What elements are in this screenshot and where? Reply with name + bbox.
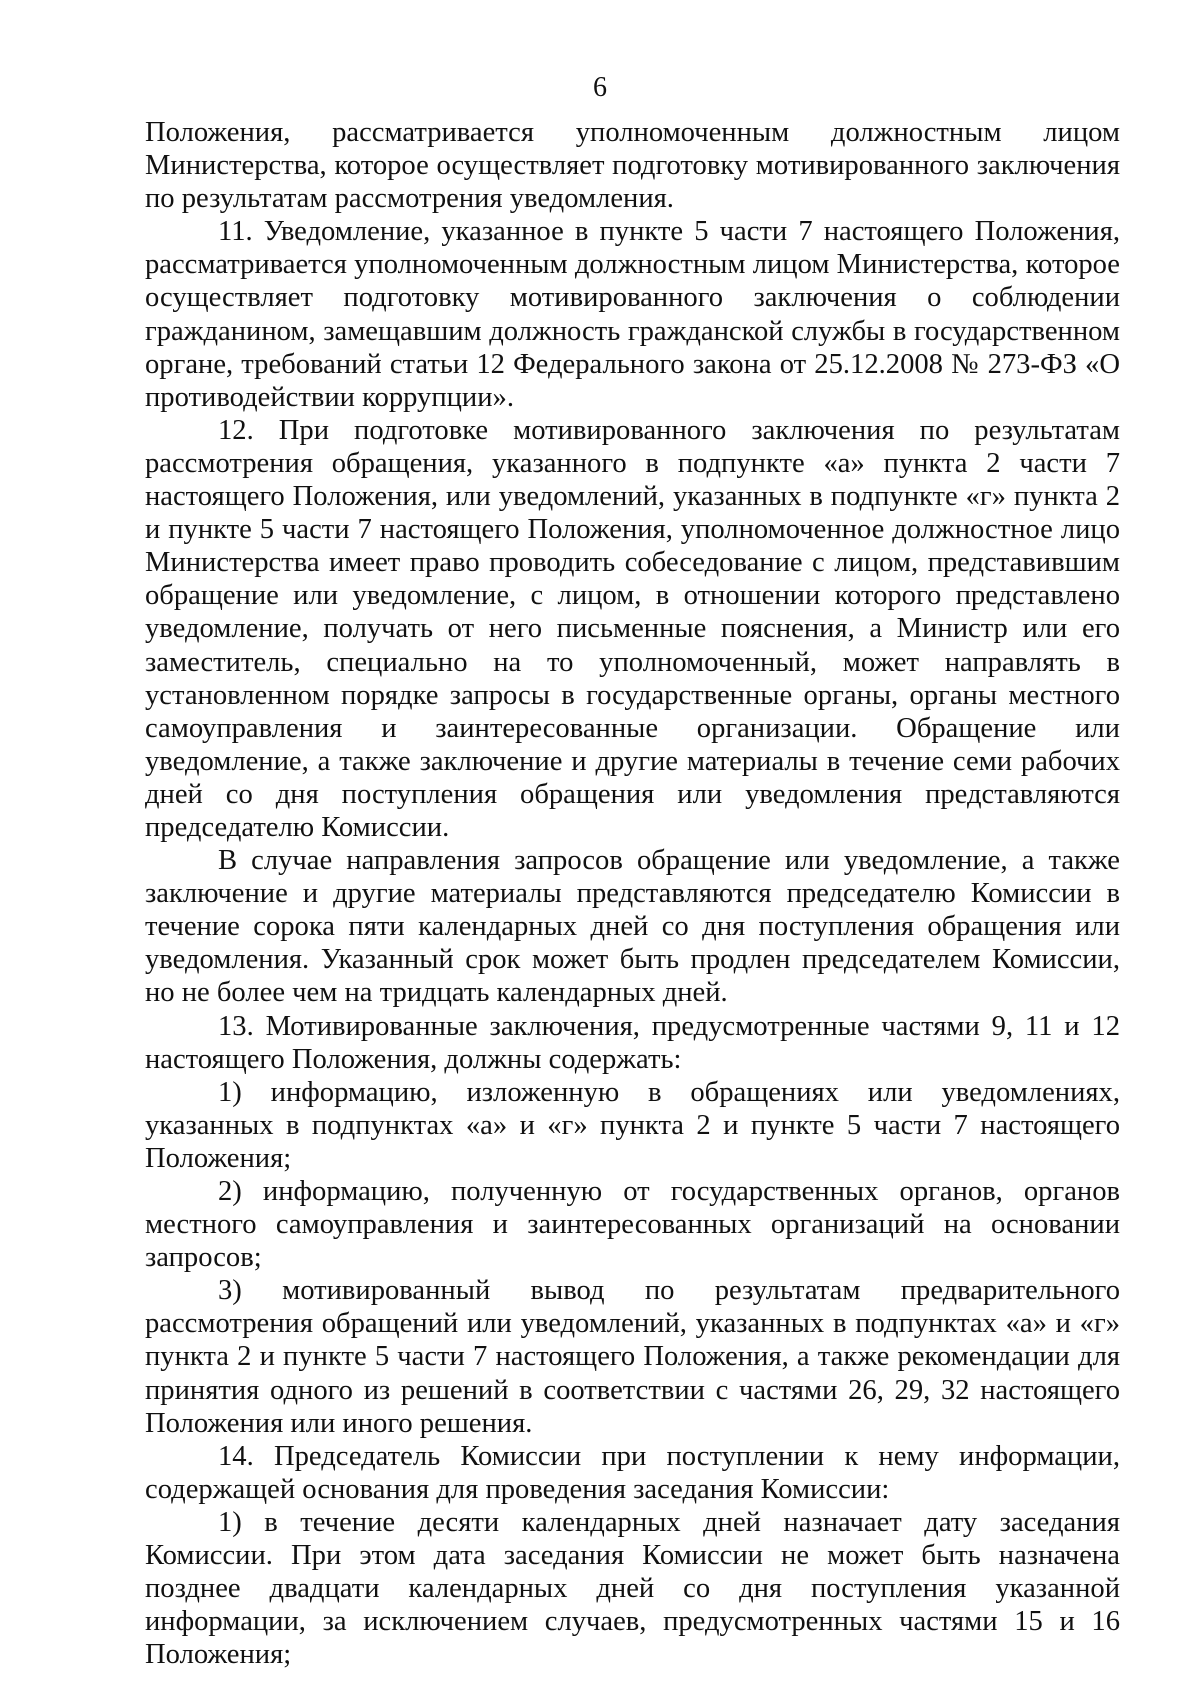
paragraph-item-13: 13. Мотивированные заключения, предусмотренные частями 9, 11 и 12 настоящего Положения, должны содержать: <box>145 1010 1120 1075</box>
paragraph-item-14: 14. Председатель Комиссии при поступлении к нему информации, содержащей основания для проведения заседания Комиссии: <box>145 1440 1120 1505</box>
paragraph-subitem-13-3: 3) мотивированный вывод по результатам предварительного рассмотрения обращений или уведомлений, указанных в подпунктах «а» и «г» пункта 2 и пункте 5 части 7 настоящего Положения, а также рекомендации для принятия одного из решений в соответствии с частями 26, 29, 32 настоящего Положения или иного решения. <box>145 1275 1120 1439</box>
page-number: 6 <box>593 72 607 103</box>
paragraph-requests-case: В случае направления запросов обращение или уведомление, а также заключение и другие материалы представляются председателю Комиссии в течение сорока пяти календарных дней со дня поступления обращения или уведомления. Указанный срок может быть продлен председателем Комиссии, но не более чем на тридцать календарных дней. <box>145 845 1120 1009</box>
document-body <box>145 116 1120 1671</box>
paragraph-item-11: 11. Уведомление, указанное в пункте 5 части 7 настоящего Положения, рассматривается уполномоченным должностным лицом Министерства, которое осуществляет подготовку мотивированного заключения о соблюдении гражданином, замещавшим должность гражданской службы в государственном органе, требований статьи 12 Федерального закона от 25.12.2008 № 273-ФЗ «О противодействии коррупции». <box>145 216 1120 413</box>
paragraph-subitem-13-2: 2) информацию, полученную от государственных органов, органов местного самоуправления и заинтересованных организаций на основании запросов; <box>145 1176 1120 1274</box>
paragraph-1: Положения, рассматривается уполномоченным должностным лицом Министерства, которое осуществляет подготовку мотивированного заключения по результатам рассмотрения уведомления. <box>145 117 1120 215</box>
paragraph-subitem-14-1: 1) в течение десяти календарных дней назначает дату заседания Комиссии. При этом дата заседания Комиссии не может быть назначена позднее двадцати календарных дней со дня поступления указанной информации, за исключением случаев, предусмотренных частями 15 и 16 Положения; <box>145 1506 1120 1671</box>
paragraph-subitem-13-1: 1) информацию, изложенную в обращениях или уведомлениях, указанных в подпунктах «а» и «г» пункта 2 и пункте 5 части 7 настоящего Положения; <box>145 1076 1120 1174</box>
paragraph-item-12: 12. При подготовке мотивированного заключения по результатам рассмотрения обращения, указанного в подпункте «а» пункта 2 части 7 настоящего Положения, или уведомлений, указанных в подпункте «г» пункта 2 и пункте 5 части 7 настоящего Положения, уполномоченное должностное лицо Министерства имеет право проводить собеседование с лицом, представившим обращение или уведомление, с лицом, в отношении которого представлено уведомление, получать от него письменные пояснения, а Министр или его заместитель, специально на то уполномоченный, может направлять в установленном порядке запросы в государственные органы, органы местного самоуправления и заинтересованные организации. Обращение или уведомление, а также заключение и другие материалы в течение семи рабочих дней со дня поступления обращения или уведомления представляются председателю Комиссии. <box>145 414 1120 843</box>
